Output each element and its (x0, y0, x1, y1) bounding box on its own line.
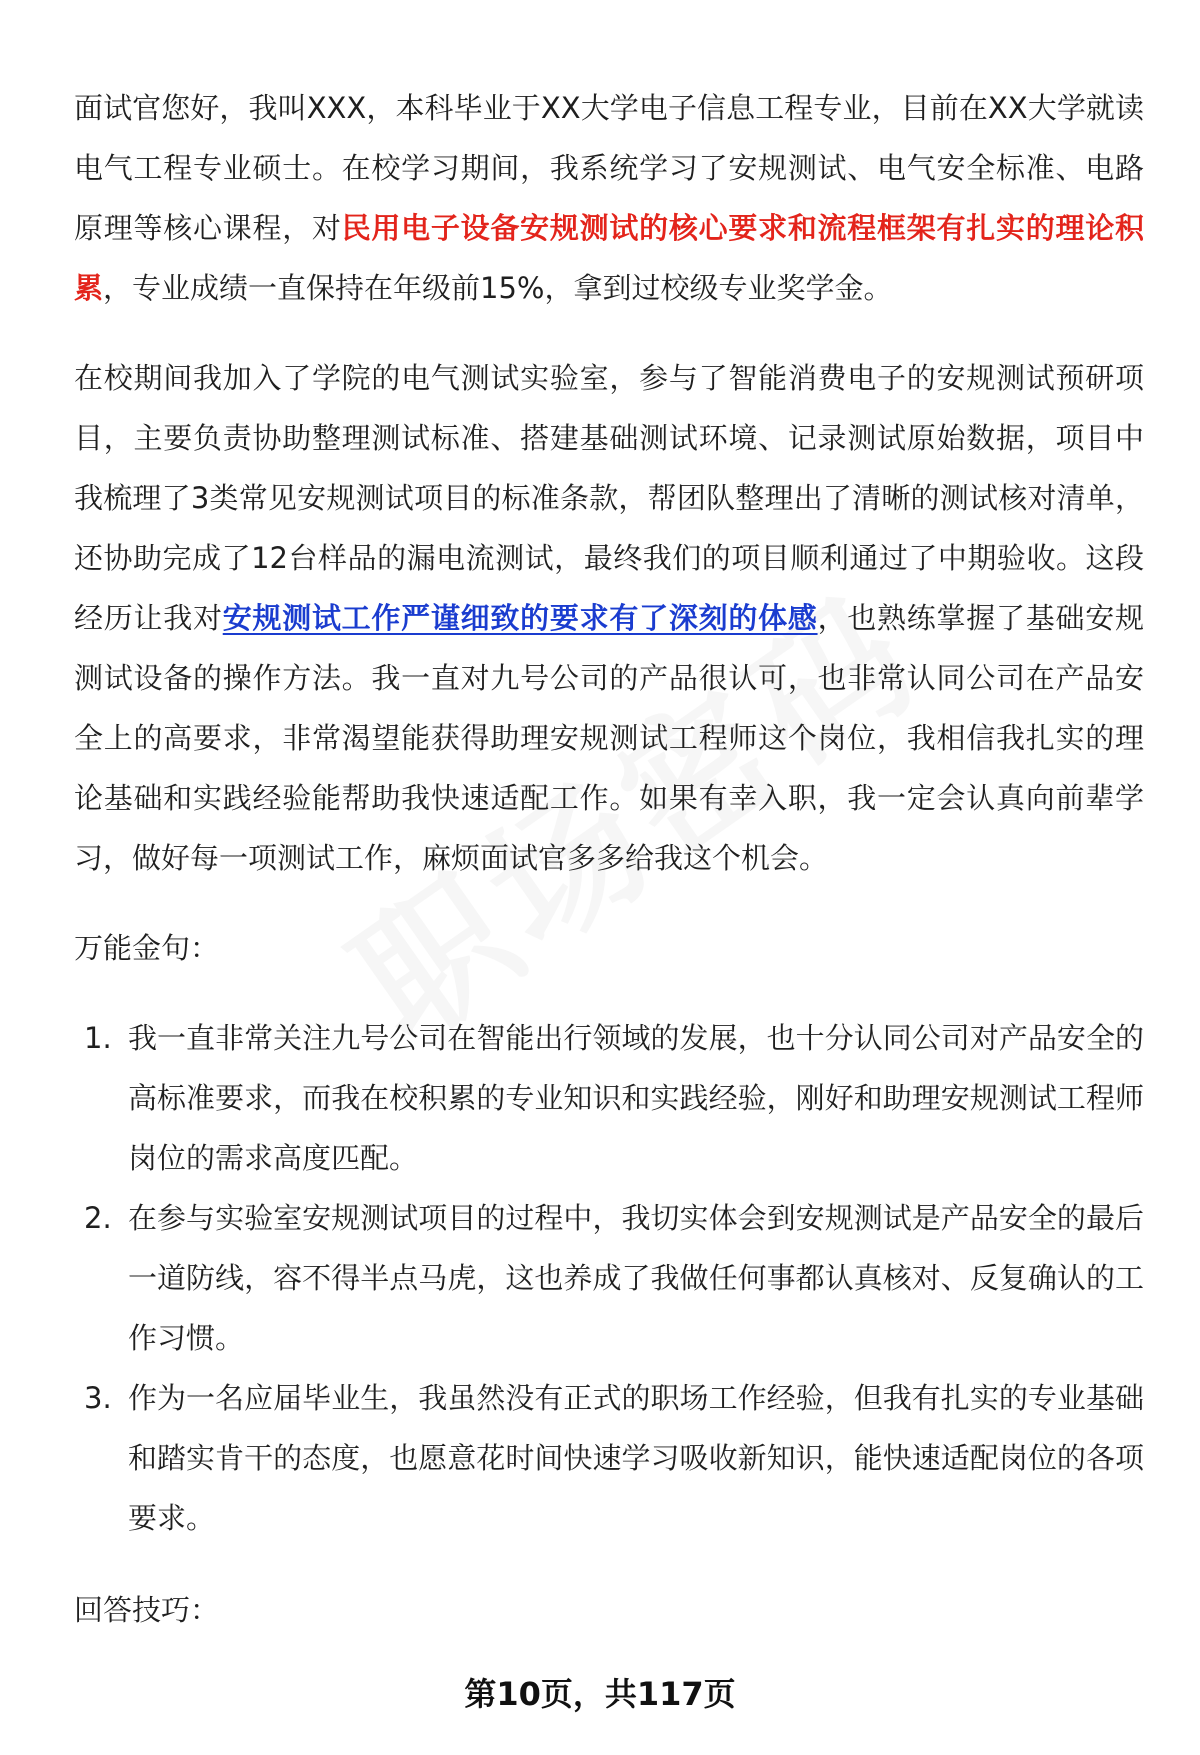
list-item-number: 2. (84, 1201, 112, 1235)
intro-text-before: 面试官您好，我叫XXX，本科毕业于XX大学电子信息工程专业，目前在XX大学就读电气工程专业硕士。在校学习期间，我系统学习了安规测试、电气安全标准、电路原理等核心课程，对 (74, 91, 1144, 245)
list-item-number: 1. (84, 1021, 112, 1055)
document-body (74, 78, 1144, 1670)
list-item-text: 我一直非常关注九号公司在智能出行领域的发展，也十分认同公司对产品安全的高标准要求，而我在校积累的专业知识和实践经验，刚好和助理安规测试工程师岗位的需求高度匹配。 (128, 1021, 1144, 1175)
list-item (74, 1008, 1144, 1188)
experience-text-after: ，也熟练掌握了基础安规测试设备的操作方法。我一直对九号公司的产品很认可，也非常认同公司在产品安全上的高要求，非常渴望能获得助理安规测试工程师这个岗位，我相信我扎实的理论基础和实践经验能帮助我快速适配工作。如果有幸入职，我一定会认真向前辈学习，做好每一项测试工作，麻烦面试官多多给我这个机会。 (74, 601, 1144, 875)
intro-highlight-red: 民用电子设备安规测试的核心要求和流程框架有扎实的理论积累 (74, 211, 1144, 305)
list-item-number: 3. (84, 1381, 112, 1415)
intro-paragraph (74, 78, 1144, 318)
experience-paragraph (74, 348, 1144, 888)
list-item-text: 在参与实验室安规测试项目的过程中，我切实体会到安规测试是产品安全的最后一道防线，容不得半点马虎，这也养成了我做任何事都认真核对、反复确认的工作习惯。 (128, 1201, 1144, 1355)
page-number-footer: 第10页，共117页 (464, 1675, 736, 1713)
list-item-text: 作为一名应届毕业生，我虽然没有正式的职场工作经验，但我有扎实的专业基础和踏实肯干的态度，也愿意花时间快速学习吸收新知识，能快速适配岗位的各项要求。 (128, 1381, 1144, 1535)
golden-sentences-list (74, 1008, 1144, 1548)
experience-highlight-blue: 安规测试工作严谨细致的要求有了深刻的体感 (222, 601, 818, 635)
answer-tips-heading: 回答技巧： (74, 1593, 220, 1627)
golden-sentences-heading: 万能金句： (74, 931, 220, 965)
list-item (74, 1368, 1144, 1548)
experience-text-before: 在校期间我加入了学院的电气测试实验室，参与了智能消费电子的安规测试预研项目，主要负责协助整理测试标准、搭建基础测试环境、记录测试原始数据，项目中我梳理了3类常见安规测试项目的标准条款，帮团队整理出了清晰的测试核对清单，还协助完成了12台样品的漏电流测试，最终我们的项目顺利通过了中期验收。这段经历让我对 (74, 361, 1144, 635)
list-item (74, 1188, 1144, 1368)
intro-text-after: ，专业成绩一直保持在年级前15%，拿到过校级专业奖学金。 (103, 271, 893, 305)
